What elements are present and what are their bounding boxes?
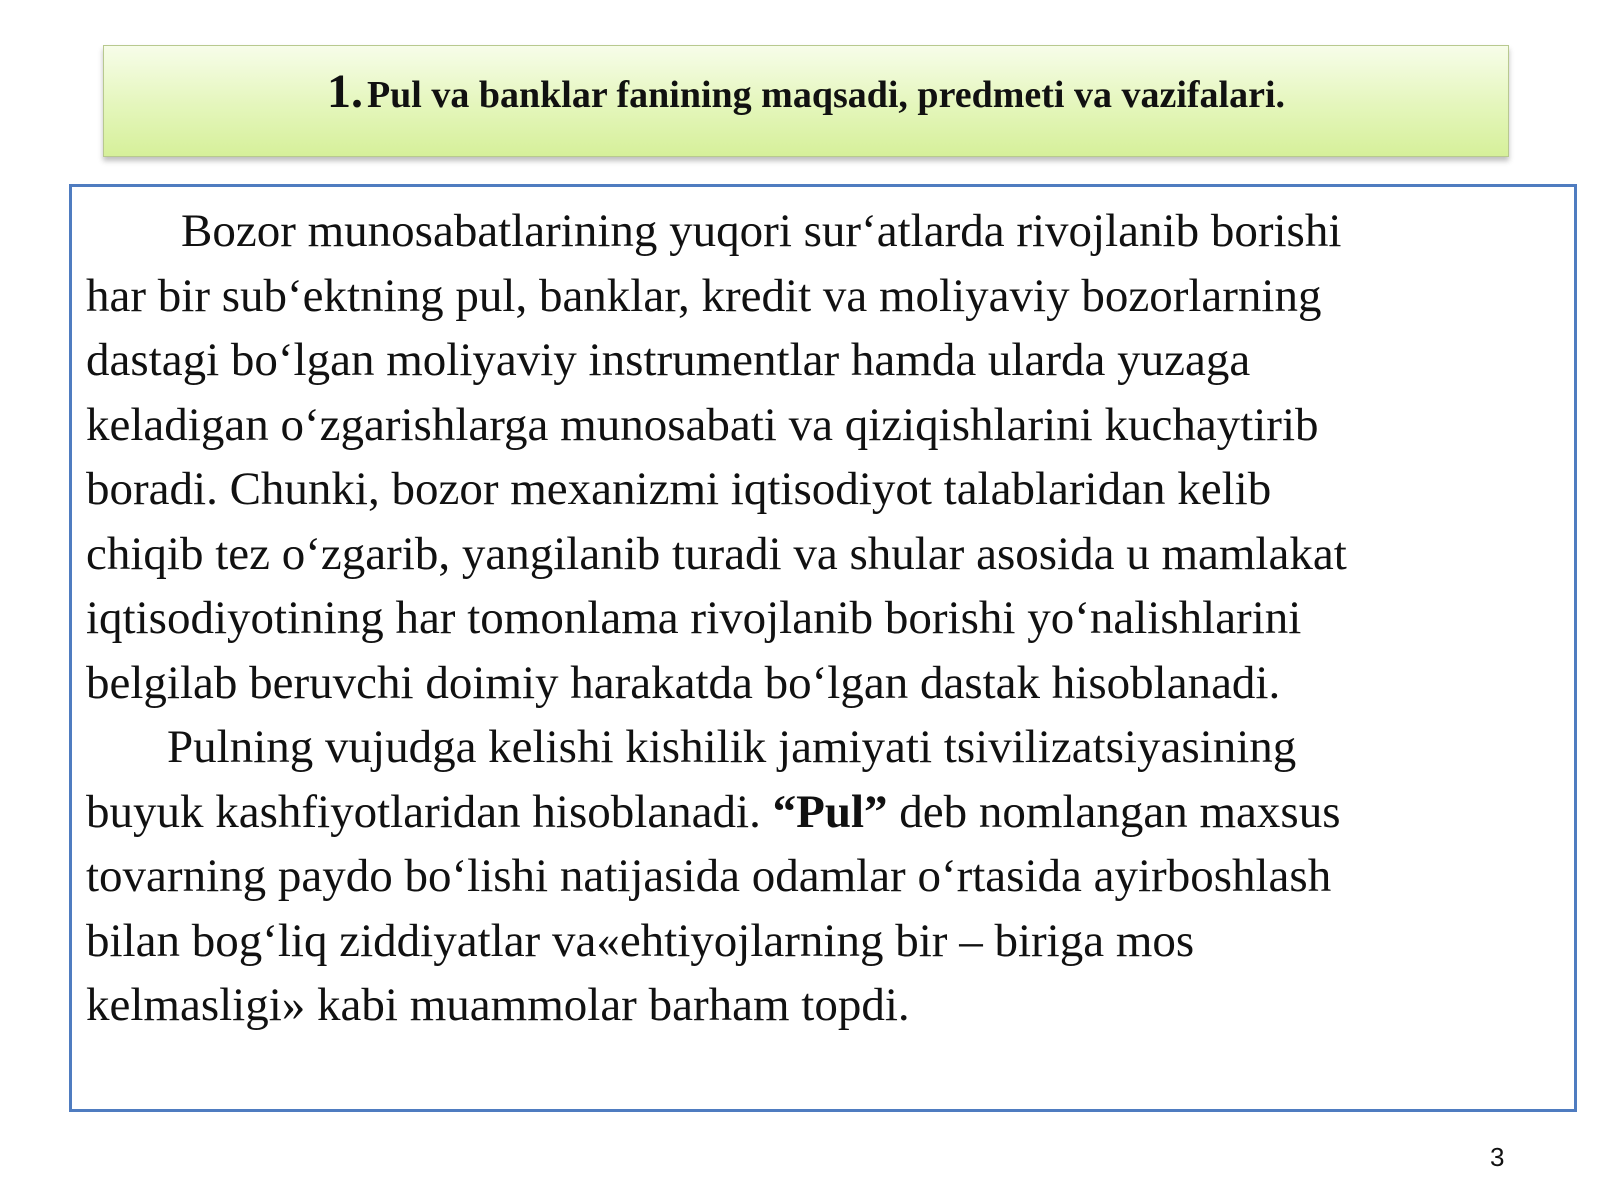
content-box (69, 184, 1577, 1112)
text-line: Bozor munosabatlarining yuqori sur‘atlarda rivojlanib borishi (181, 205, 1342, 257)
text-line: chiqib tez o‘zgarib, yangilanib turadi va shular asosida u mamlakat (86, 527, 1347, 580)
page-number: 3 (1490, 1142, 1505, 1172)
text-line: keladigan o‘zgarishlarga munosabati va qiziqishlarini kuchaytirib (86, 398, 1319, 451)
text-segment: buyuk kashfiyotlaridan hisoblanadi. (86, 785, 773, 838)
bold-term: “Pul” (772, 785, 888, 838)
text-line: tovarning paydo bo‘lishi natijasida odamlar o‘rtasida ayirboshlash (86, 850, 1332, 902)
text-line: kelmasligi» kabi muammolar barham topdi. (86, 979, 910, 1031)
title-label: Pul va banklar fanining maqsadi, predmeti va vazifalari. (366, 74, 1286, 116)
text-segment: deb nomlangan maxsus (887, 785, 1341, 838)
text-line: iqtisodiyotining har tomonlama rivojlanib borishi yo‘nalishlarini (86, 592, 1302, 644)
slide-title (104, 64, 1508, 119)
title-number: 1. (326, 65, 363, 118)
text-line: bilan bog‘liq ziddiyatlar va«ehtiyojlarning bir – biriga mos (86, 914, 1195, 967)
text-line: har bir sub‘ektning pul, banklar, kredit va moliyaviy bozorlarning (86, 269, 1322, 322)
text-line-with-bold (86, 780, 1571, 845)
text-line: Pulning vujudga kelishi kishilik jamiyati tsivilizatsiyasining (167, 721, 1297, 773)
title-box (103, 45, 1509, 157)
text-line: boradi. Chunki, bozor mexanizmi iqtisodiyot talablaridan kelib (86, 463, 1272, 515)
body-text (86, 199, 1571, 1038)
text-line: belgilab beruvchi doimiy harakatda bo‘lgan dastak hisoblanadi. (86, 656, 1281, 709)
text-line: dastagi bo‘lgan moliyaviy instrumentlar hamda ularda yuzaga (86, 334, 1251, 386)
